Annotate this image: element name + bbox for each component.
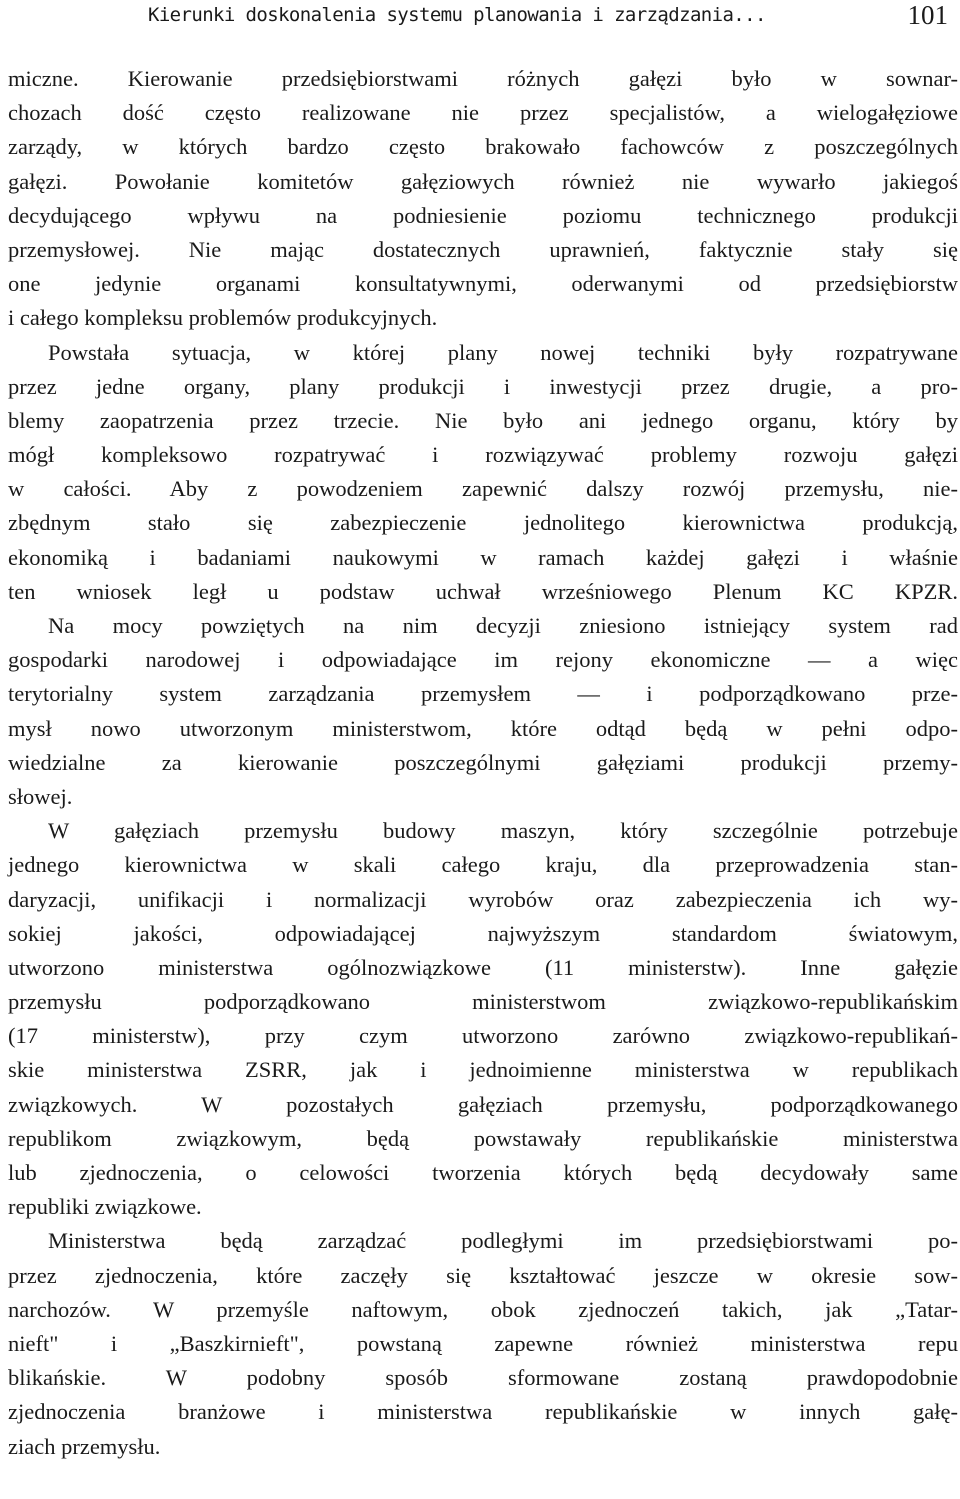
text-line: zarządy, w których bardzo często brakowało fachowców z poszczególnych bbox=[8, 134, 958, 160]
running-header bbox=[0, 0, 960, 40]
text-line: w całości. Aby z powodzeniem zapewnić dalszy rozwój przemysłu, nie- bbox=[8, 476, 958, 502]
text-line: mysł nowo utworzonym ministerstwom, które odtąd będą w pełni odpo- bbox=[8, 715, 958, 741]
body-text bbox=[8, 62, 958, 1464]
text-line: nieft" i „Baszkirnieft", powstaną zapewne również ministerstwa repu bbox=[8, 1330, 958, 1356]
text-line: wiedzialne za kierowanie poszczególnymi gałęziami produkcji przemy- bbox=[8, 749, 958, 775]
text-line: sokiej jakości, odpowiadającej najwyższym standardom światowym, bbox=[8, 920, 958, 946]
text-line: republiki związkowe. bbox=[8, 1194, 202, 1220]
text-line: przez zjednoczenia, które zaczęły się kształtować jeszcze w okresie sow- bbox=[8, 1262, 958, 1288]
text-line: ten wniosek legł u podstaw uchwał wrześniowego Plenum KC KPZR. bbox=[8, 578, 958, 604]
text-line: przemysłu podporządkowano ministerstwom związkowo-republikańskim bbox=[8, 989, 958, 1015]
text-line: zbędnym stało się zabezpieczenie jednolitego kierownictwa produkcją, bbox=[8, 510, 958, 536]
text-line: jednego kierownictwa w skali całego kraju, dla przeprowadzenia stan- bbox=[8, 852, 958, 878]
text-line: lub zjednoczenia, o celowości tworzenia których będą decydowały same bbox=[8, 1160, 958, 1185]
text-line: utworzono ministerstwa ogólnozwiązkowe (11 ministerstw). Inne gałęzie bbox=[8, 954, 958, 980]
text-line: W gałęziach przemysłu budowy maszyn, który szczególnie potrzebuje bbox=[48, 818, 958, 844]
text-line: blemy zaopatrzenia przez trzecie. Nie było ani jednego organu, który by bbox=[8, 407, 958, 433]
text-line: Powstała sytuacja, w której plany nowej techniki były rozpatrywane bbox=[48, 339, 958, 365]
paragraph bbox=[8, 336, 958, 610]
text-line: słowej. bbox=[8, 783, 73, 809]
text-line: mógł kompleksowo rozpatrywać i rozwiązywać problemy rozwoju gałęzi bbox=[8, 442, 958, 468]
text-line: przemysłowej. Nie mając dostatecznych uprawnień, faktycznie stały się bbox=[8, 236, 958, 262]
text-line: i całego kompleksu problemów produkcyjnych. bbox=[8, 305, 438, 331]
text-line: terytorialny system zarządzania przemysłem — i podporządkowano prze- bbox=[8, 681, 958, 707]
text-line: Ministerstwa będą zarządzać podległymi im przedsiębiorstwami po- bbox=[48, 1228, 958, 1254]
running-header-title: Kierunki doskonalenia systemu planowania i zarządzania... bbox=[148, 4, 766, 26]
text-line: związkowych. W pozostałych gałęziach przemysłu, podporządkowanego bbox=[8, 1091, 958, 1117]
text-line: przez jedne organy, plany produkcji i inwestycji przez drugie, a pro- bbox=[8, 373, 958, 399]
text-line: republikom związkowym, będą powstawały republikańskie ministerstwa bbox=[8, 1125, 958, 1151]
paragraph bbox=[8, 1224, 958, 1463]
text-line: gospodarki narodowej i odpowiadające im rejony ekonomiczne — a więc bbox=[8, 647, 958, 673]
text-line: decydującego wpływu na podniesienie poziomu technicznego produkcji bbox=[8, 202, 958, 228]
text-line: ziach przemysłu. bbox=[8, 1433, 161, 1459]
text-line: miczne. Kierowanie przedsiębiorstwami różnych gałęzi było w sownar- bbox=[8, 66, 958, 91]
paragraph bbox=[8, 609, 958, 814]
text-line: skie ministerstwa ZSRR, jak i jednoimienne ministerstwa w republikach bbox=[8, 1057, 958, 1083]
text-line: one jedynie organami konsultatywnymi, oderwanymi od przedsiębiorstw bbox=[8, 271, 958, 297]
page-number: 101 bbox=[907, 0, 948, 30]
text-line: gałęzi. Powołanie komitetów gałęziowych również nie wywarło jakiegoś bbox=[8, 168, 958, 194]
text-line: (17 ministerstw), przy czym utworzono zarówno związkowo-republikań- bbox=[8, 1023, 958, 1049]
paragraph bbox=[8, 62, 958, 336]
text-line: daryzacji, unifikacji i normalizacji wyrobów oraz zabezpieczenia ich wy- bbox=[8, 886, 958, 912]
text-line: ekonomiką i badaniami naukowymi w ramach każdej gałęzi i właśnie bbox=[8, 544, 958, 570]
text-line: blikańskie. W podobny sposób sformowane zostaną prawdopodobnie bbox=[8, 1365, 958, 1391]
text-line: narchozów. W przemyśle naftowym, obok zjednoczeń takich, jak „Tatar- bbox=[8, 1296, 958, 1322]
text-line: zjednoczenia branżowe i ministerstwa republikańskie w innych gałę- bbox=[8, 1399, 958, 1425]
text-line: Na mocy powziętych na nim decyzji zniesiono istniejący system rad bbox=[48, 613, 958, 638]
paragraph bbox=[8, 814, 958, 1224]
text-line: chozach dość często realizowane nie przez specjalistów, a wielogałęziowe bbox=[8, 100, 958, 126]
